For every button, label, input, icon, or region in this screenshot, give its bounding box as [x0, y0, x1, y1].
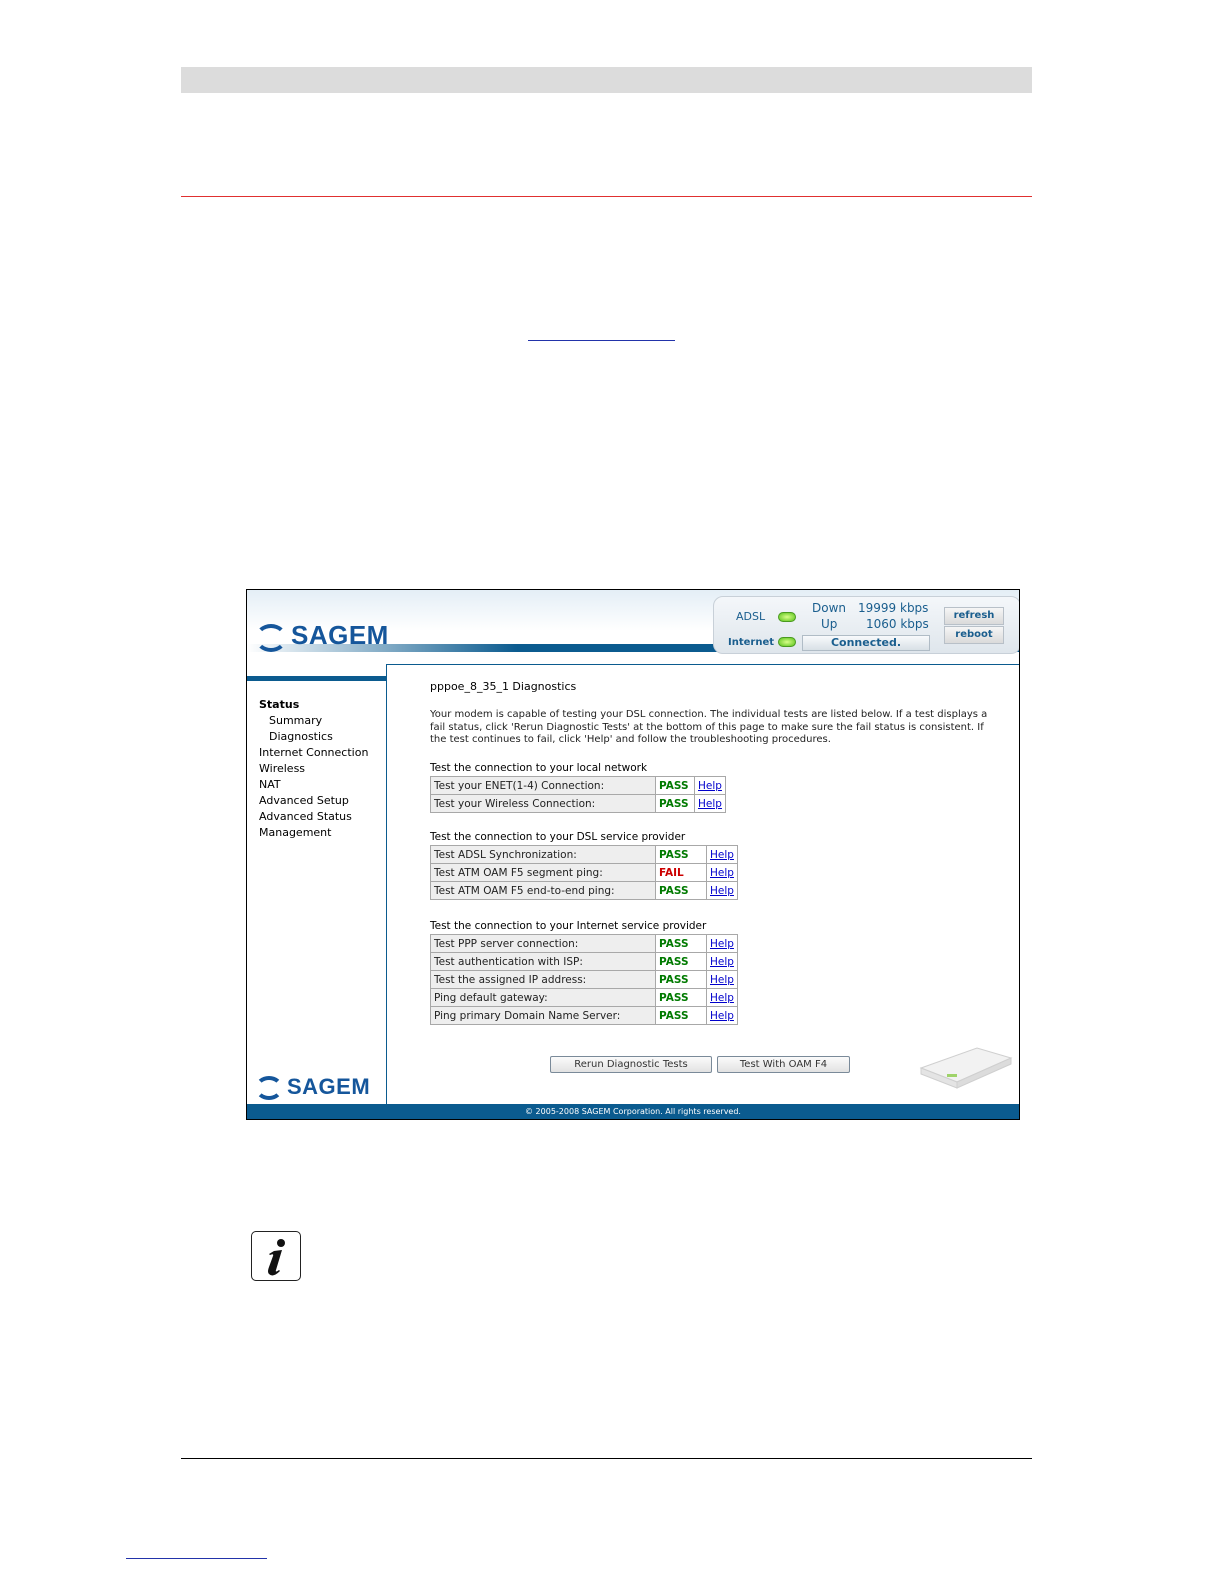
intro-line: the test continues to fail, click 'Help' and follow the troubleshooting procedures. [430, 734, 831, 745]
table-row [431, 953, 738, 971]
section-title-dsl: Test the connection to your DSL service provider [430, 831, 686, 843]
help-link[interactable]: Help [707, 1007, 738, 1025]
hyperlink-underline[interactable] [528, 340, 675, 341]
test-label: Ping primary Domain Name Server: [431, 1007, 656, 1025]
sagem-logo [255, 620, 390, 652]
reboot-button[interactable]: reboot [944, 626, 1004, 644]
table-row [431, 846, 738, 864]
sidebar-item-diagnostics[interactable]: Diagnostics [269, 730, 333, 743]
sidebar-item-summary[interactable]: Summary [269, 714, 323, 727]
table-row [431, 882, 738, 900]
sagem-logo-bottom [255, 1074, 370, 1102]
intro-text [430, 709, 987, 747]
page-title: pppoe_8_35_1 Diagnostics [430, 680, 577, 693]
test-result: PASS [656, 953, 707, 971]
help-link[interactable]: Help [695, 777, 726, 795]
info-icon [251, 1231, 301, 1281]
test-label: Ping default gateway: [431, 989, 656, 1007]
test-label: Test your Wireless Connection: [431, 795, 656, 813]
local-tests-table [430, 776, 726, 813]
footer-divider [181, 1458, 1032, 1459]
test-result: PASS [656, 935, 707, 953]
test-result: PASS [656, 882, 707, 900]
internet-label: Internet [728, 637, 775, 648]
sidebar-top-bar [247, 676, 386, 681]
table-row [431, 989, 738, 1007]
table-row [431, 864, 738, 882]
test-label: Test PPP server connection: [431, 935, 656, 953]
refresh-button[interactable]: refresh [944, 607, 1004, 625]
test-label: Test your ENET(1-4) Connection: [431, 777, 656, 795]
down-label: Down [812, 601, 847, 615]
connection-status-panel [713, 596, 1020, 654]
help-link[interactable]: Help [707, 989, 738, 1007]
intro-line: fail status, click 'Rerun Diagnostic Tests' at the bottom of this page to make sure the fail status is consistent. If [430, 721, 984, 733]
isp-tests-table [430, 934, 738, 1025]
test-result: PASS [656, 989, 707, 1007]
rerun-diagnostic-tests-button[interactable]: Rerun Diagnostic Tests [550, 1056, 712, 1073]
content-top-border [386, 664, 1019, 665]
test-result: PASS [656, 777, 695, 795]
test-result: PASS [656, 846, 707, 864]
test-label: Test the assigned IP address: [431, 971, 656, 989]
test-result: PASS [656, 795, 695, 813]
header-divider [181, 196, 1032, 197]
section-title-isp: Test the connection to your Internet service provider [430, 920, 707, 932]
sidebar-item-nat[interactable]: NAT [259, 778, 281, 791]
test-result: FAIL [656, 864, 707, 882]
table-row [431, 971, 738, 989]
test-with-oam-f4-button[interactable]: Test With OAM F4 [717, 1056, 850, 1073]
copyright-footer: © 2005-2008 SAGEM Corporation. All rights reserved. [247, 1104, 1019, 1119]
sidebar-item-advanced-status[interactable]: Advanced Status [259, 810, 352, 823]
up-label: Up [821, 617, 838, 631]
section-title-local: Test the connection to your local network [430, 762, 648, 774]
dsl-tests-table [430, 845, 738, 900]
down-rate: 19999 kbps [858, 601, 929, 615]
test-label: Test authentication with ISP: [431, 953, 656, 971]
test-result: PASS [656, 971, 707, 989]
help-link[interactable]: Help [707, 882, 738, 900]
logo-swirl-icon [255, 624, 287, 652]
modem-image [917, 1042, 1013, 1090]
up-rate: 1060 kbps [866, 617, 929, 631]
test-result: PASS [656, 1007, 707, 1025]
help-link[interactable]: Help [695, 795, 726, 813]
help-link[interactable]: Help [707, 846, 738, 864]
help-link[interactable]: Help [707, 953, 738, 971]
intro-line: Your modem is capable of testing your DSL connection. The individual tests are listed below. If a test displays a [430, 709, 988, 720]
connection-status-text: Connected. [830, 636, 902, 649]
help-link[interactable]: Help [707, 971, 738, 989]
sidebar-item-status[interactable]: Status [259, 698, 300, 711]
test-label: Test ADSL Synchronization: [431, 846, 656, 864]
table-row [431, 1007, 738, 1025]
connection-status-box [802, 635, 930, 651]
sidebar-item-internet-connection[interactable]: Internet Connection [259, 746, 369, 759]
adsl-label: ADSL [736, 610, 766, 623]
help-link[interactable]: Help [707, 864, 738, 882]
table-row [431, 795, 726, 813]
logo-text-bottom: SAGEM [287, 1074, 371, 1099]
document-header-bar [181, 67, 1032, 93]
table-row [431, 777, 726, 795]
test-label: Test ATM OAM F5 segment ping: [431, 864, 656, 882]
logo-text: SAGEM [291, 620, 389, 650]
router-screenshot [246, 589, 1020, 1120]
table-row [431, 935, 738, 953]
internet-led-icon [778, 637, 796, 647]
help-link[interactable]: Help [707, 935, 738, 953]
footer-link-underline[interactable] [126, 1558, 267, 1559]
sidebar-item-advanced-setup[interactable]: Advanced Setup [259, 794, 349, 807]
sidebar-item-wireless[interactable]: Wireless [259, 762, 306, 775]
sidebar-divider [386, 664, 387, 1104]
sidebar-item-management[interactable]: Management [259, 826, 332, 839]
adsl-led-icon [778, 612, 796, 622]
logo-swirl-icon [255, 1076, 283, 1100]
test-label: Test ATM OAM F5 end-to-end ping: [431, 882, 656, 900]
